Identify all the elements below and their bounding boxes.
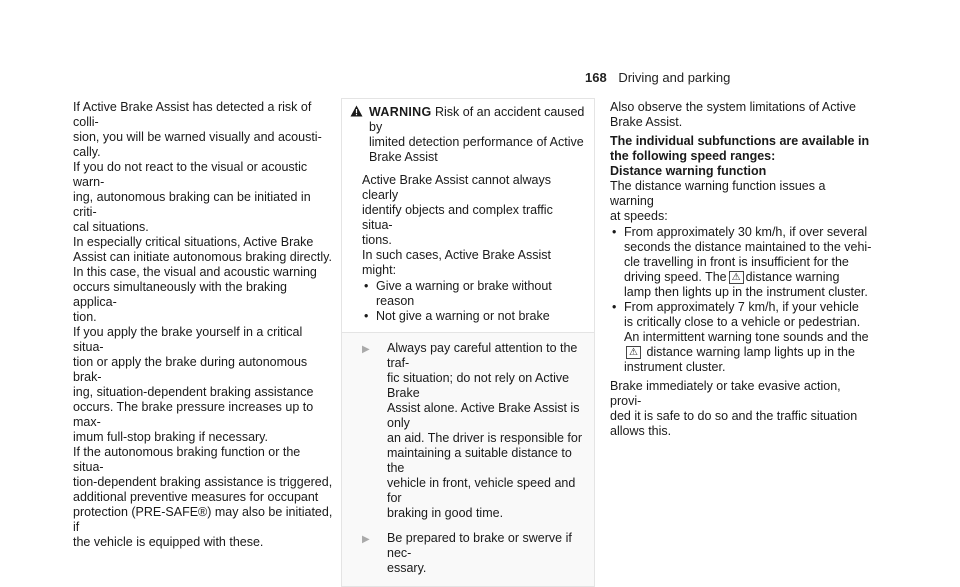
warning-title-text: Risk of an accident caused by limited detection performance of Active Brake Assist <box>369 105 585 164</box>
paragraph-1: If Active Brake Assist has detected a risk of colli- sion, you will be warned visually and acousti- cally. <box>73 100 322 159</box>
list-item <box>610 300 872 375</box>
bullet-1-text: From approximately 30 km/h, if over several seconds the distance maintained to the vehi- cle travelling in front is insufficient for the driving speed. The <box>624 225 872 284</box>
left-column <box>73 100 333 550</box>
warning-box <box>341 98 595 587</box>
outro-text: Brake immediately or take evasive action, provi- ded it is safe to do so and the traffic situation allows this. <box>610 379 858 438</box>
speed-bullets <box>610 225 872 375</box>
distance-warning-lamp-icon: ⚠ <box>626 346 641 359</box>
warning-text-1: Active Brake Assist cannot always clearly identify objects and complex traffic situa- tions. <box>362 173 553 247</box>
paragraph-2: If you do not react to the visual or acoustic warn- ing, autonomous braking can be initiated in criti- cal situations. <box>73 160 311 234</box>
list-item: • Not give a warning or not brake <box>362 309 584 324</box>
section-title: Driving and parking <box>618 70 731 85</box>
distance-warning-lamp-icon: ⚠ <box>729 271 744 284</box>
arrow-right-icon: ▶ <box>362 534 370 545</box>
step-2 <box>362 531 584 576</box>
bullet-2-text: From approximately 7 km/h, if your vehicle is critically close to a vehicle or pedestrian. An intermittent warning tone sounds and the <box>624 300 869 344</box>
distance-warning-heading: Distance warning function <box>610 164 767 178</box>
paragraph-4: If you apply the brake yourself in a critical situa- tion or apply the brake during autonomous brak- ing, situation-dependent braking assistance occurs. The brake pressure increases up to max- imum full-stop braking if necessary. <box>73 325 314 444</box>
list-item <box>610 225 872 300</box>
warning-title <box>369 105 586 165</box>
warning-text-2: In such cases, Active Brake Assist might: <box>362 248 551 277</box>
page-header <box>585 70 730 85</box>
list-item: • Give a warning or brake without reason <box>362 279 584 309</box>
paragraph-5: If the autonomous braking function or the situa- tion-dependent braking assistance is triggered, additional preventive measures for occupant protection (PRE-SAFE®) may also be initiated, if the vehicle is equipped with these. <box>73 445 333 549</box>
step-1 <box>362 341 584 521</box>
step-1-text: Always pay careful attention to the traf- fic situation; do not rely on Active Brake Assist alone. Active Brake Assist is only an aid. The driver is responsible for maintaining a suitable distance to the vehicle in front, vehicle speed and for braking in good time. <box>387 341 583 520</box>
bullet-1-tail: distance warning lamp then lights up in the instrument cluster. <box>624 270 868 299</box>
paragraph-3: In especially critical situations, Active Brake Assist can initiate autonomous braking directly. In this case, the visual and acoustic warning occurs simultaneously with the braking applica- tion. <box>73 235 332 324</box>
step-2-text: Be prepared to brake or swerve if nec- essary. <box>387 531 572 575</box>
intro-text: Also observe the system limitations of Active Brake Assist. <box>610 100 856 129</box>
subfunctions-heading: The individual subfunctions are available in the following speed ranges: <box>610 134 870 163</box>
warning-label: WARNING <box>369 105 432 119</box>
arrow-right-icon: ▶ <box>362 344 370 355</box>
distance-warning-text: The distance warning function issues a warning at speeds: <box>610 179 826 223</box>
right-column <box>610 100 872 439</box>
page-number: 168 <box>585 70 607 85</box>
bullet-2-tail: distance warning lamp lights up in the instrument cluster. <box>624 345 855 374</box>
warning-header <box>342 99 594 165</box>
warning-steps <box>342 332 594 586</box>
warning-body <box>342 165 594 332</box>
warning-bullets <box>362 279 584 324</box>
warning-triangle-icon <box>350 105 369 165</box>
